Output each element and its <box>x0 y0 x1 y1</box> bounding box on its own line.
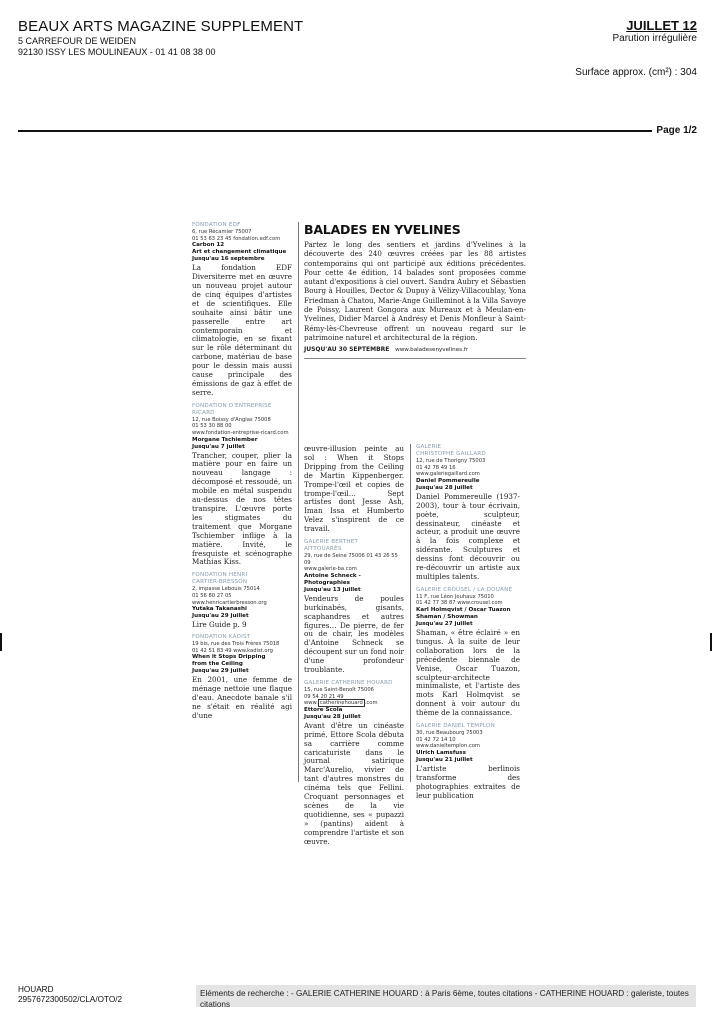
exhibition-dates: Jusqu'au 7 juillet <box>192 443 245 450</box>
venue-url: www.galerie-ba.com <box>304 566 357 573</box>
listing-text: Shaman, « être éclairé » en tungus. À la suite de leur collaboration lors de la précédente biennale de Venise, Oscar Tuazon, sculpteur-architecte minimaliste, et l'artiste des mots Karl Holmqvist se donnent à voir autour du thème de la connaissance. <box>416 628 520 718</box>
exhibition-dates: Jusqu'au 13 juillet <box>304 586 361 593</box>
exhibition-title: Carbon 12 <box>192 242 225 249</box>
left-margin-mark <box>0 633 2 651</box>
exhibition-subtitle: Art et changement climatique <box>192 249 287 256</box>
venue-label: CHRISTOPHE GAILLARD <box>416 451 486 457</box>
exhibition-subtitle: from the Ceiling <box>192 661 243 668</box>
exhibition-artist: Morgane Tschiember <box>192 436 258 443</box>
exhibition-artist: Ulrich Lamsfuss <box>416 749 466 756</box>
venue-label: GALERIE CATHERINE HOUARD <box>304 680 393 686</box>
exhibition-artist: Karl Holmqvist / Oscar Tuazon <box>416 607 511 614</box>
venue-label: FONDATION KADIST <box>192 634 251 641</box>
listing-text: L'artiste berlinois transforme des photographies extraites de leur publication <box>416 763 520 800</box>
feature-url: www.baladesenyvelines.fr <box>395 347 469 354</box>
venue-label: FONDATION HENRI <box>192 572 248 579</box>
feature-dates: JUSQU'AU 30 SEPTEMBRE <box>304 346 390 354</box>
listing-crousel <box>416 587 520 718</box>
exhibition-artist: Antoine Schneck - Photographies <box>304 572 361 586</box>
exhibition-dates: Jusqu'au 29 juillet <box>192 668 249 675</box>
search-elements-bar: Eléments de recherche : - GALERIE CATHERINE HOUARD : à Paris 6ème, toutes citations - CATHERINE HOUARD : galeriste, toutes citations <box>196 985 696 1007</box>
venue-label: GALERIE DANIEL TEMPLON <box>416 723 496 730</box>
listing-houard <box>304 680 404 846</box>
exhibition-dates: Jusqu'au 21 juillet <box>416 756 473 763</box>
venue-contact: 01 42 78 49 16 www.galeriegaillard.com <box>416 464 480 478</box>
feature-footer <box>304 346 526 353</box>
venue-address: 11 F, rue Léon Jouhaux 75010 <box>416 593 494 600</box>
venue-url: www.henricartierbresson.org <box>192 599 267 606</box>
venue-phone: 09 54 20 21 49 <box>304 693 344 700</box>
venue-label: GALERIE <box>416 444 442 450</box>
venue-phone: 01 56 80 27 05 <box>192 592 232 599</box>
venue-phone: 01 53 30 88 00 <box>192 423 232 430</box>
venue-address: 30, rue Beaubourg 75003 <box>416 730 483 737</box>
exhibition-artist: Yutaka Takanashi <box>192 606 247 613</box>
column-divider <box>298 222 299 782</box>
venue-contact: 01 42 51 83 49 www.kadist.org <box>192 647 273 654</box>
client-name: HOUARD <box>18 985 54 994</box>
listing-continuation: œuvre-illusion peinte au sol : When it Stops Dripping from the Ceiling de Martin Kippenberger. Trompe-l'œil et copies de trompe-l'œil… Sept artistes dont Jesse Ash, Iman Issa et Humberto Velez s'inspirent de ce travail. <box>304 444 404 534</box>
address-line-2: 92130 ISSY LES MOULINEAUX - 01 41 08 38 00 <box>18 47 216 57</box>
venue-address: 12, rue de Thorigny 75003 <box>416 458 486 464</box>
listing-templon <box>416 723 520 800</box>
venue-address: 29, rue de Seine 75006 01 43 26 55 09 <box>304 553 398 566</box>
url-prefix: www. <box>304 700 318 707</box>
venue-address: 6, rue Récamier 75007 <box>192 229 252 235</box>
listing-kadist <box>192 634 292 721</box>
exhibition-dates: Jusqu'au 29 juillet <box>192 613 249 620</box>
header-divider <box>18 130 652 132</box>
venue-label: CARTIER-BRESSON <box>192 579 248 586</box>
publication-frequency: Parution irrégulière <box>612 33 697 44</box>
feature-box <box>304 222 526 359</box>
feature-text: Partez le long des sentiers et jardins d'Yvelines à la découverte des 240 œuvres créées par les 88 artistes contemporains qui ont participé aux éditions précédentes. Pour cette 4e édition, 14 balades sont proposées comme autant d'expositions à ciel ouvert. Sandra Aubry et Sébastien Bourg à Houilles, Dector & Dupuy à Vélizy-Villacoublay, Yona Friedman à Chatou, Marie-Ange Guilleminot à la Villa Savoye de Poissy, Laurent Gongora aux Mureaux et à Meulan-en-Yvelines, Didier Marcel à Andrésy et Denis Monfleur à Saint-Rémy-lès-Chevreuse offrent un nouveau regard sur le patrimoine naturel et architectural de la région. <box>304 240 526 342</box>
listing-note: Lire Guide p. 9 <box>192 620 247 630</box>
listing-text: Avant d'être un cinéaste primé, Ettore Scola débuta sa carrière comme caricaturiste dans le journal satirique Marc'Aurelio, vivier de tant d'autres monstres du cinéma tels que Fellini. Croquant personnages et scènes de la vie quotidienne, ses « pupazzi » (pantins) aident à comprendre l'artiste et son œuvre. <box>304 720 404 846</box>
listing-gaillard <box>416 444 520 582</box>
exhibition-dates: Jusqu'au 16 septembre <box>192 256 265 263</box>
exhibition-dates: Jusqu'au 28 juillet <box>304 713 361 720</box>
listing-edf <box>192 222 292 398</box>
venue-contact: 01 42 77 38 87 www.crousel.com <box>416 600 503 607</box>
right-margin-mark <box>710 633 712 651</box>
venue-address: 2, impasse Lebouis 75014 <box>192 586 260 593</box>
venue-label: RICARD <box>192 409 215 416</box>
exhibition-dates: Jusqu'au 28 juillet <box>416 484 473 491</box>
listing-text: Daniel Pommereulle (1937-2003), tour à tour écrivain, poète, sculpteur, dessinateur, cinéaste et acteur, a produit une œuvre à la fois complexe et sidérante. Sculptures et dessins font découvrir ou re-découvrir un artiste aux multiples talents. <box>416 491 520 581</box>
listing-text: Trancher, couper, plier la matière pour en faire un nouveau langage : décomposé et ressoudé, un mobile en métal suspendu au-dessus de nos têtes transpire. L'œuvre porte les stigmates du traitement que Morgane Tschiember inflige à la matière. Invité, le fresquiste et scénographe Mathias Kiss. <box>192 450 292 567</box>
listing-text: En 2001, une femme de ménage nettoie une flaque d'eau. Anecdote banale s'il ne s'était en réalité agi d'une <box>192 675 292 720</box>
issue-date: JUILLET 12 <box>626 18 697 33</box>
column-a <box>192 222 292 726</box>
issue-info <box>613 18 698 45</box>
listing-text: Vendeurs de poules burkinabés, gisants, scaphandres et autres figures… De pierre, de fer ou de chair, les modèles d'Antoine Schneck se découpent sur un fond noir d'une profondeur troublante. <box>304 593 404 675</box>
surface-area: Surface approx. (cm²) : 304 <box>575 67 697 78</box>
venue-url: www.fondation-entreprise-ricard.com <box>192 429 289 436</box>
venue-address: 15, rue Saint-Benoît 75006 <box>304 687 374 693</box>
column-divider <box>410 444 411 782</box>
column-c <box>416 444 520 806</box>
venue-contact: 01 53 63 23 45 fondation.edf.com <box>192 235 281 242</box>
exhibition-title: Shaman / Showman <box>416 614 478 621</box>
reference-code: 2957672300502/CLA/OTO/2 <box>18 994 123 1004</box>
venue-label: GALERIE CROUSEL / LA DOUANE <box>416 586 513 593</box>
article-clipping <box>190 222 526 846</box>
exhibition-artist: Ettore Scola <box>304 706 343 713</box>
exhibition-artist: Daniel Pommereulle <box>416 477 480 484</box>
page-number: Page 1/2 <box>656 125 697 136</box>
address-line-1: 5 CARREFOUR DE WEIDEN <box>18 36 137 46</box>
venue-label: AITTOUARÈS <box>304 546 342 553</box>
venue-contact: 01 42 72 14 10 www.danieltemplon.com <box>416 736 480 750</box>
venue-label: FONDATION EDF <box>192 222 241 228</box>
venue-address: 19 bis, rue des Trois Frères 75018 <box>192 641 280 648</box>
listing-hcb <box>192 572 292 630</box>
exhibition-title: When it Stops Dripping <box>192 654 266 661</box>
footer-reference <box>18 985 122 1004</box>
publication-title: BEAUX ARTS MAGAZINE SUPPLEMENT <box>18 18 304 35</box>
exhibition-dates: Jusqu'au 27 juillet <box>416 621 473 628</box>
feature-title: BALADES EN YVELINES <box>304 222 461 237</box>
url-suffix: .com <box>364 700 378 707</box>
venue-address: 12, rue Boissy d'Anglas 75008 <box>192 416 271 423</box>
listing-text: La fondation EDF Diversiterre met en œuvre un nouveau projet autour de cinq équipes d'artistes et de scientifiques. Elle souhaite ainsi bâtir une passerelle entre art contemporain et climatologie, en se fixant sur le rôle déterminant du carbone, matériau de base pour le dessin mais aussi cause principale des émissions de gaz à effet de serre. <box>192 263 292 397</box>
listing-ricard <box>192 403 292 568</box>
highlighted-url: catherinehouard <box>319 700 363 707</box>
venue-label: GALERIE BERTHET <box>304 539 359 546</box>
publication-header <box>18 18 303 58</box>
column-b <box>304 444 404 851</box>
venue-url <box>304 700 404 707</box>
listing-berthet <box>304 539 404 675</box>
venue-label: FONDATION D'ENTREPRISE <box>192 402 272 409</box>
